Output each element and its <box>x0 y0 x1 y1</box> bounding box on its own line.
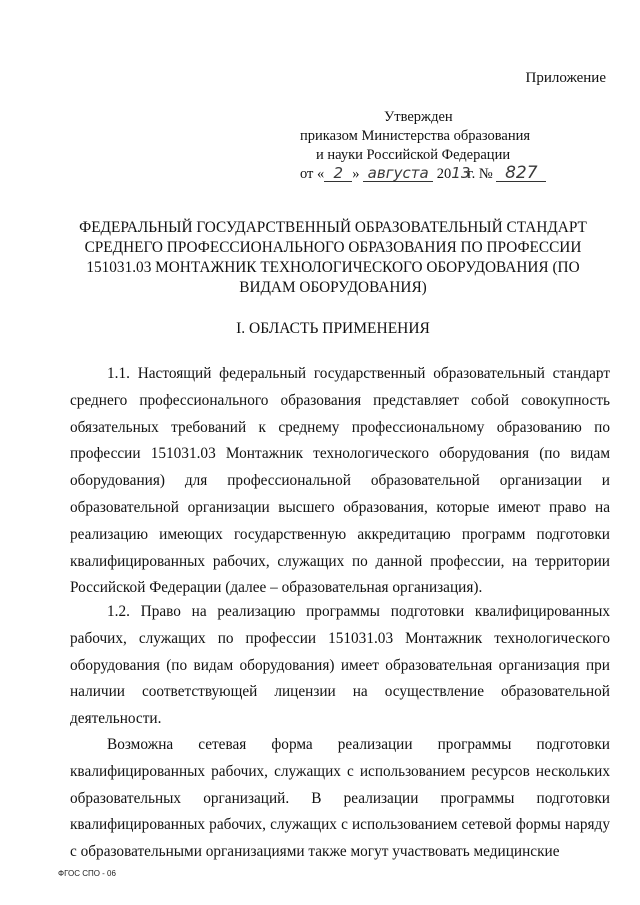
approval-line-federation: и науки Российской Федерации <box>316 147 511 163</box>
order-number: 827 <box>496 165 546 182</box>
appendix-label: Приложение <box>525 70 606 86</box>
document-title: ФЕДЕРАЛЬНЫЙ ГОСУДАРСТВЕННЫЙ ОБРАЗОВАТЕЛЬНЫЙ СТАНДАРТ СРЕДНЕГО ПРОФЕССИОНАЛЬНОГО ОБРАЗОВАНИЯ ПО ПРОФЕССИИ 151031.03 МОНТАЖНИК ТЕХНОЛОГИЧЕСКОГО ОБОРУДОВАНИЯ (ПО ВИДАМ ОБОРУДОВАНИЯ) <box>79 219 587 296</box>
approval-block <box>300 108 546 184</box>
paragraph-1-1: 1.1. Настоящий федеральный государственный образовательный стандарт среднего профессионального образования представляет собой совокупность обязательных требований к среднему профессиональному образованию по профессии 151031.03 Монтажник технологического оборудования (по видам оборудования) для профессиональной образовательной организации и образовательной организации высшего образования, которые имеют право на реализацию имеющих государственную аккредитацию программ подготовки квалифицированных рабочих, служащих по данной профессии, на территории Российской Федерации (далее – образовательная организация). <box>70 365 610 597</box>
approval-date-line <box>300 165 546 184</box>
section-heading: I. ОБЛАСТЬ ПРИМЕНЕНИЯ <box>236 320 430 337</box>
date-prefix: от « <box>300 166 325 182</box>
date-year-prefix: 20 <box>436 166 452 182</box>
approval-line-approved: Утвержден <box>384 109 453 125</box>
footer-code: ФГОС СПО - 06 <box>58 869 116 878</box>
paragraph-network-form: Возможна сетевая форма реализации программы подготовки квалифицированных рабочих, служащих с использованием ресурсов нескольких образовательных организаций. В реализации программы подготовки квалифицированных рабочих, служащих с использованием сетевой формы наряду с образовательными организациями также могут участвовать медицинские <box>70 736 610 861</box>
date-year-suffix: 13 <box>451 164 471 182</box>
date-year-end: г. № <box>467 166 493 182</box>
date-day: 2 <box>324 165 352 182</box>
paragraph-1-2: 1.2. Право на реализацию программы подготовки квалифицированных рабочих, служащих по профессии 151031.03 Монтажник технологического оборудования (по видам оборудования) имеет образовательная организация при наличии соответствующей лицензии на осуществление образовательной деятельности. <box>70 603 610 728</box>
date-mid: » <box>352 166 360 182</box>
date-month: августа <box>363 165 433 182</box>
approval-line-ministry: приказом Министерства образования <box>300 128 531 144</box>
